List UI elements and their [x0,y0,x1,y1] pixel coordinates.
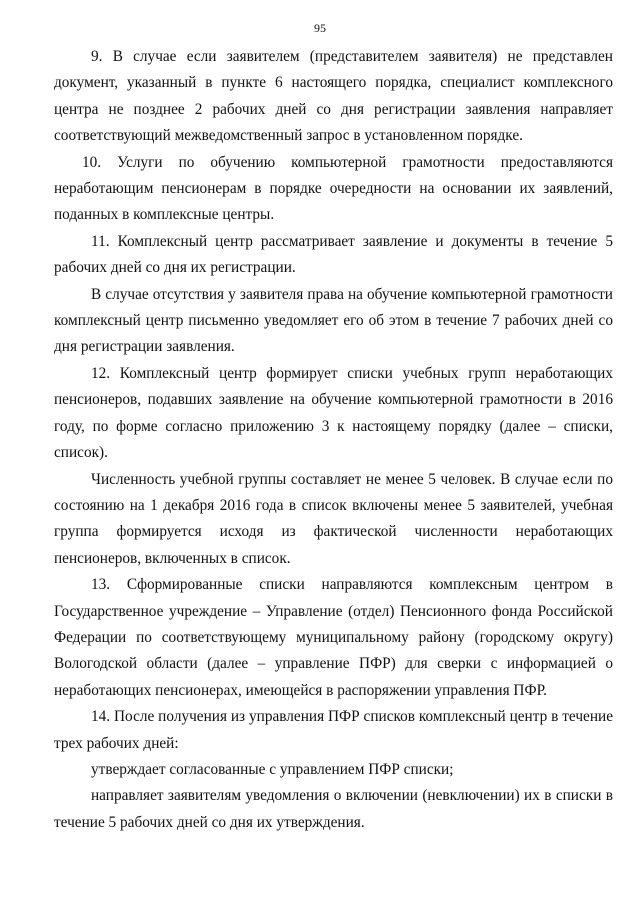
paragraph-9: 9. В случае если заявителем (представителем заявителя) не представлен документ, указанный в пункте 6 настоящего порядка, специалист комплексного центра не позднее 2 рабочих дней со дня регистрации заявления направляет соответствующий межведомственный запрос в установленном порядке. [54,48,613,145]
paragraph-14-approve: утверждает согласованные с управлением ПФР списки; [91,760,454,778]
paragraph-11-notice: В случае отсутствия у заявителя права на обучение компьютерной грамотности комплексный центр письменно уведомляет его об этом в течение 7 рабочих дней со дня регистрации заявления. [54,285,613,356]
paragraph-11: 11. Комплексный центр рассматривает заявление и документы в течение 5 рабочих дней со дня их регистрации. [54,232,613,277]
paragraph-14-notify: направляет заявителям уведомления о включении (невключении) их в списки в течение 5 рабочих дней со дня их утверждения. [54,787,613,831]
paragraph-13: 13. Сформированные списки направляются комплексным центром в Государственное учреждение – Управление (отдел) Пенсионного фонда Российской Федерации по соответствующему муниципальному району (городскому округу) Вологодской области (далее – управление ПФР) для сверки с информацией о неработающих пенсионерах, имеющейся в распоряжении управления ПФР. [54,576,613,699]
paragraph-12-group-size: Численность учебной группы составляет не менее 5 человек. В случае если по состоянию на 1 декабря 2016 года в список включены менее 5 заявителей, учебная группа формируется исходя из фактической численности неработающих пенсионеров, включенных в список. [54,470,613,567]
page-number: 95 [314,21,326,35]
document-body [54,44,613,836]
paragraph-10: 10. Услуги по обучению компьютерной грамотности предоставляются неработающим пенсионерам в порядке очередности на основании их заявлений, поданных в комплексные центры. [54,153,613,224]
paragraph-14: 14. После получения из управления ПФР списков комплексный центр в течение трех рабочих дней: [54,708,613,752]
paragraph-12: 12. Комплексный центр формирует списки учебных групп неработающих пенсионеров, подавших заявление на обучение компьютерной грамотности в 2016 году, по форме согласно приложению 3 к настоящему порядку (далее – списки, список). [54,364,613,462]
